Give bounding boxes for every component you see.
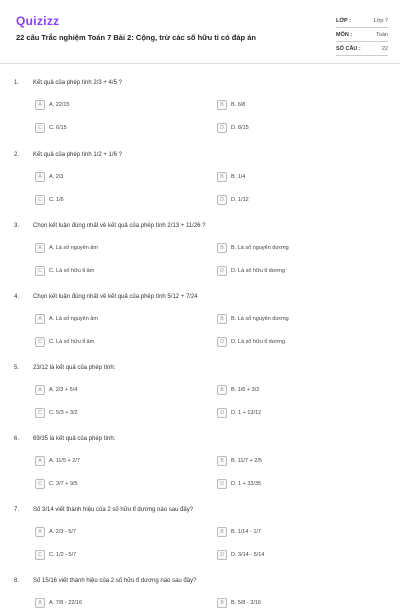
option-text: A. 2/3 - 5/7 [49, 529, 76, 535]
option-c[interactable] [35, 549, 76, 561]
option-letter-badge: C [35, 337, 45, 347]
option-letter-badge: A [35, 527, 45, 537]
question-number: 8. [14, 578, 20, 584]
option-text: C. 1/6 [49, 197, 64, 203]
option-text: B. 6/8 [231, 102, 246, 108]
option-letter-badge: A [35, 598, 45, 608]
question-number: 2. [14, 152, 20, 158]
option-text: D. Là số hữu tỉ dương [231, 268, 286, 274]
option-c[interactable] [35, 122, 67, 134]
meta-panel [336, 14, 388, 56]
option-text: C. 5/3 + 3/2 [49, 410, 78, 416]
option-a[interactable] [35, 99, 70, 111]
option-d[interactable] [217, 478, 261, 490]
option-letter-badge: B [217, 243, 227, 253]
option-d[interactable] [217, 265, 285, 277]
option-letter-badge: A [35, 314, 45, 324]
option-letter-badge: A [35, 100, 45, 110]
option-letter-badge: D [217, 408, 227, 418]
option-a[interactable] [35, 597, 82, 609]
option-b[interactable] [217, 455, 262, 467]
option-c[interactable] [35, 407, 78, 419]
option-letter-badge: C [35, 123, 45, 133]
option-letter-badge: C [35, 195, 45, 205]
meta-row-grade: LỚP : Lớp 7 [336, 14, 388, 28]
option-letter-badge: B [217, 456, 227, 466]
option-text: B. 5/8 - 3/16 [231, 600, 261, 606]
option-text: A. 2/3 [49, 174, 64, 180]
option-d[interactable] [217, 194, 249, 206]
option-a[interactable] [35, 526, 76, 538]
option-b[interactable] [217, 313, 289, 325]
option-b[interactable] [217, 597, 261, 609]
option-letter-badge: C [35, 550, 45, 560]
meta-row-subject: MÔN : Toán [336, 28, 388, 42]
option-letter-badge: A [35, 243, 45, 253]
option-b[interactable] [217, 384, 259, 396]
question-text: Chọn kết luận đúng nhất về kết quả của phép tính 5/12 + 7/24 [33, 294, 198, 300]
option-c[interactable] [35, 194, 64, 206]
option-c[interactable] [35, 478, 78, 490]
option-d[interactable] [217, 122, 249, 134]
option-text: C. Là số hữu tỉ âm [49, 339, 95, 345]
option-b[interactable] [217, 99, 245, 111]
option-text: B. 1/4 [231, 174, 246, 180]
option-c[interactable] [35, 336, 94, 348]
option-text: D. 1 + 33/35 [231, 481, 262, 487]
question-text: Số 15/16 viết thành hiệu của 2 số hữu tỉ dương nào sau đây? [33, 578, 197, 584]
option-b[interactable] [217, 526, 261, 538]
option-text: D. 1 + 13/12 [231, 410, 262, 416]
option-text: A. 2/3 + 5/4 [49, 387, 78, 393]
option-text: A. 22/15 [49, 102, 70, 108]
option-letter-badge: A [35, 172, 45, 182]
option-a[interactable] [35, 313, 98, 325]
option-text: B. 1/6 + 3/2 [231, 387, 260, 393]
option-letter-badge: C [35, 408, 45, 418]
option-letter-badge: B [217, 598, 227, 608]
option-text: D. Là số hữu tỉ dương [231, 339, 286, 345]
question-number: 3. [14, 223, 20, 229]
option-text: A. Là số nguyên âm [49, 316, 98, 322]
option-text: A. Là số nguyên âm [49, 245, 98, 251]
option-letter-badge: D [217, 195, 227, 205]
question-number: 5. [14, 365, 20, 371]
question-text: 69/35 là kết quả của phép tính: [33, 436, 116, 442]
question-number: 1. [14, 80, 20, 86]
option-text: B. 11/7 + 2/5 [231, 458, 262, 464]
option-text: A. 11/5 + 2/7 [49, 458, 80, 464]
option-text: D. 8/15 [231, 125, 249, 131]
option-letter-badge: D [217, 479, 227, 489]
option-letter-badge: B [217, 100, 227, 110]
option-b[interactable] [217, 171, 245, 183]
option-letter-badge: C [35, 479, 45, 489]
question-text: Kết quả của phép tính 1/2 + 1/6 ? [33, 152, 122, 158]
option-letter-badge: B [217, 172, 227, 182]
option-d[interactable] [217, 336, 285, 348]
option-text: B. Là số nguyên dương [231, 245, 289, 251]
option-b[interactable] [217, 242, 289, 254]
quizizz-logo: Quizizz [16, 14, 60, 28]
option-letter-badge: D [217, 123, 227, 133]
option-text: C. Là số hữu tỉ âm [49, 268, 95, 274]
option-a[interactable] [35, 384, 77, 396]
option-letter-badge: D [217, 550, 227, 560]
option-text: B. 1/14 - 1/7 [231, 529, 261, 535]
option-d[interactable] [217, 549, 264, 561]
option-letter-badge: D [217, 337, 227, 347]
option-c[interactable] [35, 265, 94, 277]
option-text: C. 6/15 [49, 125, 67, 131]
option-text: A. 7/8 - 22/16 [49, 600, 83, 606]
option-letter-badge: D [217, 266, 227, 276]
option-a[interactable] [35, 455, 80, 467]
option-letter-badge: A [35, 385, 45, 395]
question-number: 7. [14, 507, 20, 513]
option-text: D. 1/12 [231, 197, 249, 203]
option-text: C. 3/7 + 9/5 [49, 481, 78, 487]
meta-row-count: SỐ CÂU : 22 [336, 42, 388, 56]
option-d[interactable] [217, 407, 261, 419]
option-letter-badge: A [35, 456, 45, 466]
option-letter-badge: C [35, 266, 45, 276]
question-text: Kết quả của phép tính 2/3 + 4/5 ? [33, 80, 122, 86]
option-a[interactable] [35, 242, 98, 254]
option-text: B. Là số nguyên dương [231, 316, 289, 322]
question-number: 4. [14, 294, 20, 300]
header-divider [0, 63, 400, 64]
option-text: D. 3/14 - 5/14 [231, 552, 265, 558]
question-text: Số 3/14 viết thành hiệu của 2 số hữu tỉ dương nào sau đây? [33, 507, 194, 513]
option-text: C. 1/2 - 5/7 [49, 552, 77, 558]
option-letter-badge: B [217, 385, 227, 395]
option-letter-badge: B [217, 314, 227, 324]
option-a[interactable] [35, 171, 63, 183]
question-number: 6. [14, 436, 20, 442]
page-title: 22 câu Trắc nghiệm Toán 7 Bài 2: Cộng, trừ các số hữu tỉ có đáp án [16, 33, 256, 42]
header [0, 0, 400, 62]
option-letter-badge: B [217, 527, 227, 537]
question-text: Chọn kết luận đúng nhất về kết quả của phép tính 2/13 + 11/26 ? [33, 223, 206, 229]
question-text: 23/12 là kết quả của phép tính: [33, 365, 116, 371]
